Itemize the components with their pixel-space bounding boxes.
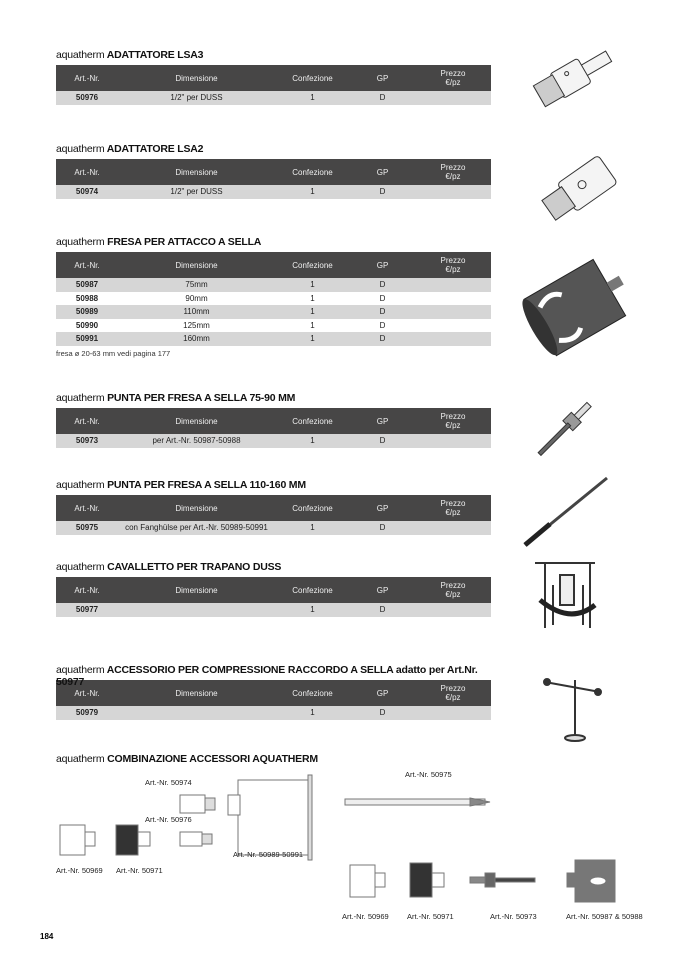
- column-header: Dimensione: [118, 495, 275, 521]
- table-row: [56, 305, 491, 319]
- table-cell: 1: [275, 521, 350, 535]
- column-header-price: Prezzo €/pz: [415, 252, 491, 278]
- column-header: Confezione: [275, 252, 350, 278]
- table-cell: D: [350, 305, 415, 319]
- column-header: Confezione: [275, 408, 350, 434]
- column-header: Confezione: [275, 577, 350, 603]
- product-section: [56, 561, 491, 617]
- table-cell: con Fanghülse per Art.-Nr. 50989-50991: [118, 521, 275, 535]
- table-cell: D: [350, 185, 415, 199]
- table-cell: [415, 434, 491, 448]
- column-header: Art.-Nr.: [56, 408, 118, 434]
- table-row: [56, 319, 491, 333]
- table-cell: [118, 603, 275, 617]
- column-header: Dimensione: [118, 65, 275, 91]
- column-header: Dimensione: [118, 408, 275, 434]
- table-cell: 50974: [56, 185, 118, 199]
- table-cell: 1: [310, 320, 315, 330]
- table-cell: 50979: [56, 706, 118, 720]
- table-row: [56, 434, 491, 448]
- drill-bit-110-160-image: [515, 470, 615, 555]
- table-row: [56, 603, 491, 617]
- column-header: GP: [350, 159, 415, 185]
- table-cell: 1: [310, 293, 315, 303]
- section-title: aquatherm ADATTATORE LSA3: [56, 49, 204, 61]
- table-cell: 1: [275, 603, 350, 617]
- table-cell: 75mm: [118, 278, 275, 292]
- label-50989-50991: Art.-Nr. 50989-50991: [233, 850, 304, 859]
- section-title: aquatherm ACCESSORIO PER COMPRESSIONE RACCORDO A SELLA adatto per Art.Nr. 50977: [56, 664, 478, 688]
- table-header: [56, 252, 491, 278]
- column-header: Art.-Nr.: [56, 65, 118, 91]
- table-header: [56, 408, 491, 434]
- label-50975: Art.-Nr. 50975: [405, 770, 452, 779]
- table-cell: 1: [275, 305, 350, 319]
- table-row: [56, 278, 491, 292]
- table-cell: [415, 521, 491, 535]
- table-cell: [118, 706, 275, 720]
- column-header: Confezione: [275, 159, 350, 185]
- column-header: GP: [350, 495, 415, 521]
- table-cell: [415, 185, 491, 199]
- table-cell: D: [350, 434, 415, 448]
- column-header-price: Prezzo €/pz: [415, 65, 491, 91]
- page-number: 184: [40, 932, 54, 941]
- table-cell: 1: [275, 91, 350, 105]
- bottom-label-50971: Art.-Nr. 50971: [407, 912, 454, 921]
- column-header: Art.-Nr.: [56, 159, 118, 185]
- table-cell: D: [350, 521, 415, 535]
- table-cell: [415, 319, 491, 333]
- column-header-price: Prezzo €/pz: [415, 577, 491, 603]
- combination-parts-diagram: [345, 855, 660, 905]
- table-row: [56, 521, 491, 535]
- table-row: [56, 185, 491, 199]
- table-cell: 125mm: [183, 320, 210, 330]
- adapter-lsa3-image: [525, 40, 625, 115]
- section-title: aquatherm CAVALLETTO PER TRAPANO DUSS: [56, 561, 282, 573]
- table-header: [56, 159, 491, 185]
- drill-bit-75-90-image: [525, 400, 605, 460]
- table-row: [56, 332, 491, 346]
- table-row: [56, 706, 491, 720]
- product-table: [56, 495, 491, 535]
- table-cell: per Art.-Nr. 50987-50988: [118, 434, 275, 448]
- label-50971: Art.-Nr. 50971: [116, 866, 163, 875]
- column-header: Dimensione: [118, 159, 275, 185]
- column-header: Art.-Nr.: [56, 495, 118, 521]
- column-header: Art.-Nr.: [56, 577, 118, 603]
- table-cell: D: [350, 278, 415, 292]
- bottom-label-50969: Art.-Nr. 50969: [342, 912, 389, 921]
- column-header: GP: [350, 252, 415, 278]
- drill-stand-image: [525, 555, 615, 640]
- column-header: Confezione: [275, 495, 350, 521]
- table-header: [56, 65, 491, 91]
- bottom-label-50987-50988: Art.-Nr. 50987 & 50988: [566, 912, 643, 921]
- compression-accessory-image: [535, 660, 610, 745]
- table-cell: [415, 603, 491, 617]
- product-table: [56, 159, 491, 199]
- section-title: aquatherm ADATTATORE LSA2: [56, 143, 204, 155]
- table-cell: [415, 706, 491, 720]
- column-header: Confezione: [275, 680, 350, 706]
- table-cell: 50977: [56, 603, 118, 617]
- table-cell: 1: [275, 434, 350, 448]
- product-section: [56, 479, 491, 535]
- hole-saw-image: [515, 250, 635, 365]
- column-header: GP: [350, 577, 415, 603]
- column-header: Confezione: [275, 65, 350, 91]
- table-cell: 1: [275, 278, 350, 292]
- product-table: [56, 408, 491, 448]
- section-title: aquatherm FRESA PER ATTACCO A SELLA: [56, 236, 262, 248]
- table-cell: 50973: [56, 434, 118, 448]
- table-cell: 90mm: [185, 293, 208, 303]
- column-header-price: Prezzo €/pz: [415, 495, 491, 521]
- table-cell: 50991: [56, 332, 118, 346]
- column-header: Dimensione: [118, 680, 275, 706]
- product-section: [56, 392, 491, 448]
- label-50969: Art.-Nr. 50969: [56, 866, 103, 875]
- product-section: [56, 664, 491, 720]
- table-cell: 50989: [56, 305, 118, 319]
- table-cell: D: [379, 320, 386, 330]
- column-header-price: Prezzo €/pz: [415, 159, 491, 185]
- table-cell: 1/2" per DUSS: [118, 91, 275, 105]
- section-title: aquatherm PUNTA PER FRESA A SELLA 75-90 MM: [56, 392, 296, 404]
- product-section: [56, 236, 491, 358]
- product-section: [56, 143, 491, 199]
- combo-title: aquatherm COMBINAZIONE ACCESSORI AQUATHERM: [56, 753, 318, 765]
- adapter-lsa2-image: [525, 150, 625, 235]
- product-table: [56, 252, 491, 346]
- label-50974: Art.-Nr. 50974: [145, 778, 192, 787]
- column-header: GP: [350, 408, 415, 434]
- column-header: GP: [350, 680, 415, 706]
- table-cell: [415, 278, 491, 292]
- table-cell: 1: [275, 706, 350, 720]
- table-cell: [415, 305, 491, 319]
- table-cell: 50987: [56, 278, 118, 292]
- table-header: [56, 680, 491, 706]
- table-cell: 1: [275, 332, 350, 346]
- table-row: [56, 91, 491, 105]
- table-cell: 50976: [56, 91, 118, 105]
- column-header: Dimensione: [118, 252, 275, 278]
- product-table: [56, 577, 491, 617]
- table-cell: 1/2" per DUSS: [118, 185, 275, 199]
- table-row: [56, 292, 491, 306]
- section-note: fresa ø 20-63 mm vedi pagina 177: [56, 348, 171, 358]
- column-header-price: Prezzo €/pz: [415, 408, 491, 434]
- table-cell: 1: [275, 185, 350, 199]
- table-cell: D: [350, 706, 415, 720]
- column-header: Dimensione: [118, 577, 275, 603]
- column-header: GP: [350, 65, 415, 91]
- table-cell: D: [350, 603, 415, 617]
- product-section: [56, 49, 491, 105]
- table-cell: [415, 332, 491, 346]
- table-cell: 50988: [75, 293, 99, 303]
- label-50976: Art.-Nr. 50976: [145, 815, 192, 824]
- table-cell: 160mm: [118, 332, 275, 346]
- table-header: [56, 495, 491, 521]
- table-header: [56, 577, 491, 603]
- column-header: Art.-Nr.: [56, 252, 118, 278]
- table-cell: D: [350, 91, 415, 105]
- section-title: aquatherm PUNTA PER FRESA A SELLA 110-160 MM: [56, 479, 306, 491]
- table-cell: D: [379, 293, 386, 303]
- table-cell: 50975: [56, 521, 118, 535]
- table-cell: [415, 91, 491, 105]
- table-cell: D: [350, 332, 415, 346]
- product-table: [56, 65, 491, 105]
- column-header: Art.-Nr.: [56, 680, 118, 706]
- table-cell: 50990: [75, 320, 99, 330]
- bottom-label-50973: Art.-Nr. 50973: [490, 912, 537, 921]
- column-header-price: Prezzo €/pz: [415, 680, 491, 706]
- table-cell: [415, 292, 491, 306]
- table-cell: 110mm: [118, 305, 275, 319]
- product-table: [56, 680, 491, 720]
